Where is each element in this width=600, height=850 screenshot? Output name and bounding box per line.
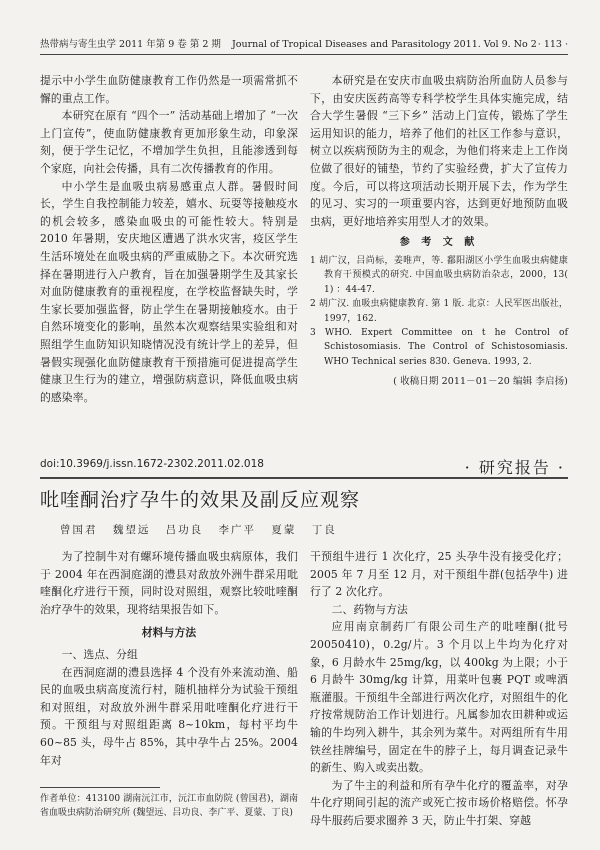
article-doi: doi:10.3969/j.issn.1672-2302.2011.02.018 (40, 458, 264, 470)
author-affiliation-footnote: 作者单位：413100 湖南沅江市，沅江市血防院 (曾国君)，湖南省血吸虫病防治研究所 (魏望远、吕功良、李广平、夏蒙、丁良) (40, 794, 298, 818)
references-heading: 参 考 文 献 (399, 237, 479, 249)
paragraph: 中小学生是血吸虫病易感重点人群。暑假时间长，学生自我控制能力较差，嬉水、玩耍等接触疫水的机会较多，感染血吸虫的可能性较大。特别是 2010 年暑期，安庆地区遭遇了洪水灾害，疫区学生生活环境处在血吸虫病的严重威胁之下。本次研究选择在暑期进行入户教育，旨在加强暑期学生及其家长对血防健康教育的重视程度，在学校监督缺失时，学生家长要加强监督，防止学生在暑期接触疫水。由于自然环境变化的影响，虽然本次观察结果实验组和对照组学生血防知识知晓情况没有统计学上的差异，但暑假实现强化血防健康教育干预措施可促进提高学生健康卫生行为的建立，增强防病意识，降低血吸虫病的感染率。 (40, 179, 298, 404)
reference-item: 3 WHO. Expert Committee on t he Control of Schistosomiasis. The Control of Schistosomiasis. WHO Technical series 830. Geneva. 1993, 2. (310, 327, 568, 367)
section-rule (40, 477, 568, 479)
section-label: · 研究报告 · (464, 458, 565, 477)
paragraph: 为了控制牛对有螺环境传播血吸虫病原体，我们于 2004 年在西洞庭湖的澧县对敌放外洲牛群采用吡喹酮化疗进行干预，同时设对照组，观察比较吡喹酮治疗孕牛的效果，现将结果报告如下。 (40, 550, 298, 616)
right-column-bottom (310, 548, 568, 830)
paragraph: 应用南京制药厂有限公司生产的吡喹酮(批号 20050410)，0.2g/片。3 个月以上牛均为化疗对象，6 月龄水牛 25mg/kg，以 400kg 为上限；小于 6 月龄牛 30mg/kg 计算，用菜叶包裹 PQT 或啤酒瓶灌服。干预组牛全部进行两次化疗，对照组牛的化疗按常规防治工作计划进行。凡属参加农田耕种或运输的牛均列入耕牛，其余列为菜牛。对两组所有牛用铁丝挂牌编号，固定在牛的脖子上，每月调查记录牛的新生、购入或卖出数。 (310, 620, 568, 775)
reference-item: 2 胡广汉. 血吸虫病健康教育. 第 1 版. 北京：人民军医出版社，1997，162. (310, 299, 568, 324)
paragraph: 本研究在原有 “四个一” 活动基础上增加了 “一次上门宣传”，使血防健康教育更加形象生动，印象深刻，便于学生记忆，不增加学生负担，且能渗透到每个家庭，向社会传播，具有二次传播教育的作用。 (40, 109, 298, 175)
header-rule (40, 54, 568, 55)
subsection-heading: 一、选点、分组 (61, 647, 138, 661)
paragraph: 在西洞庭湖的澧县选择 4 个没有外来流动渔、船民的血吸虫病高度流行村，随机抽样分为试验干预组和对照组，对敌放外洲牛群采用吡喹酮化疗进行干预。干预组与对照组距离 8~10km，每村平均牛 60~85 头，母牛占 85%，其中孕牛占 25%。2004 年对 (40, 665, 298, 767)
running-header (40, 38, 568, 52)
left-column-bottom (40, 548, 298, 769)
received-date: ( 收稿日期 2011－01－20 编辑 李启扬) (393, 376, 568, 388)
page-number: · 113 · (537, 39, 568, 50)
right-column-top (310, 72, 568, 391)
journal-name-en: Journal of Tropical Diseases and Parasitology 2011. Vol 9. No 2 (231, 39, 537, 50)
methods-heading: 材料与方法 (141, 626, 197, 640)
left-column-top (40, 72, 298, 406)
article-title: 吡喹酮治疗孕牛的效果及副反应观察 (40, 489, 361, 511)
article-authors: 曾国君 魏望远 吕功良 李广平 夏蒙 丁良 (60, 524, 337, 536)
subsection-heading: 二、药物与方法 (331, 602, 408, 616)
paragraph: 干预组牛进行 1 次化疗，25 头孕牛没有接受化疗；2005 年 7 月至 12 月，对干预组牛群(包括孕牛) 进行了 2 次化疗。 (310, 550, 568, 599)
journal-name-zh: 热带病与寄生虫学 2011 年第 9 卷 第 2 期 (40, 39, 221, 50)
paragraph: 提示中小学生血防健康教育工作仍然是一项需常抓不懈的重点工作。 (40, 74, 298, 105)
paragraph: 为了牛主的利益和所有孕牛化疗的覆盖率，对孕牛化疗期间引起的流产或死亡按市场价格赔偿。怀孕母牛服药后要求圈养 3 天，防止牛打架、穿越 (310, 778, 568, 827)
footnote-rule (40, 787, 160, 788)
reference-item: 1 胡广汉，吕尚标，姜唯声，等. 鄱阳湖区小学生血吸虫病健康教育干预模式的研究. 中国血吸虫病防治杂志，2000，13( 1) ：44-47. (310, 255, 568, 295)
paragraph: 本研究是在安庆市血吸虫病防治所血防人员参与下，由安庆医药高等专科学校学生具体实施完成，结合大学生暑假 “三下乡” 活动上门宣传，锻炼了学生运用知识的能力，培养了他们的社区工作参与意识，树立以疾病预防为主的观念，为他们将来走上工作岗位做了很好的铺垫，节约了实验经费，扩大了宣传力度。今后，可以将这项活动长期开展下去，作为学生的见习、实习的一项重要内容，达到更好地预防血吸虫病，更好地培养实用型人才的效果。 (310, 74, 568, 228)
